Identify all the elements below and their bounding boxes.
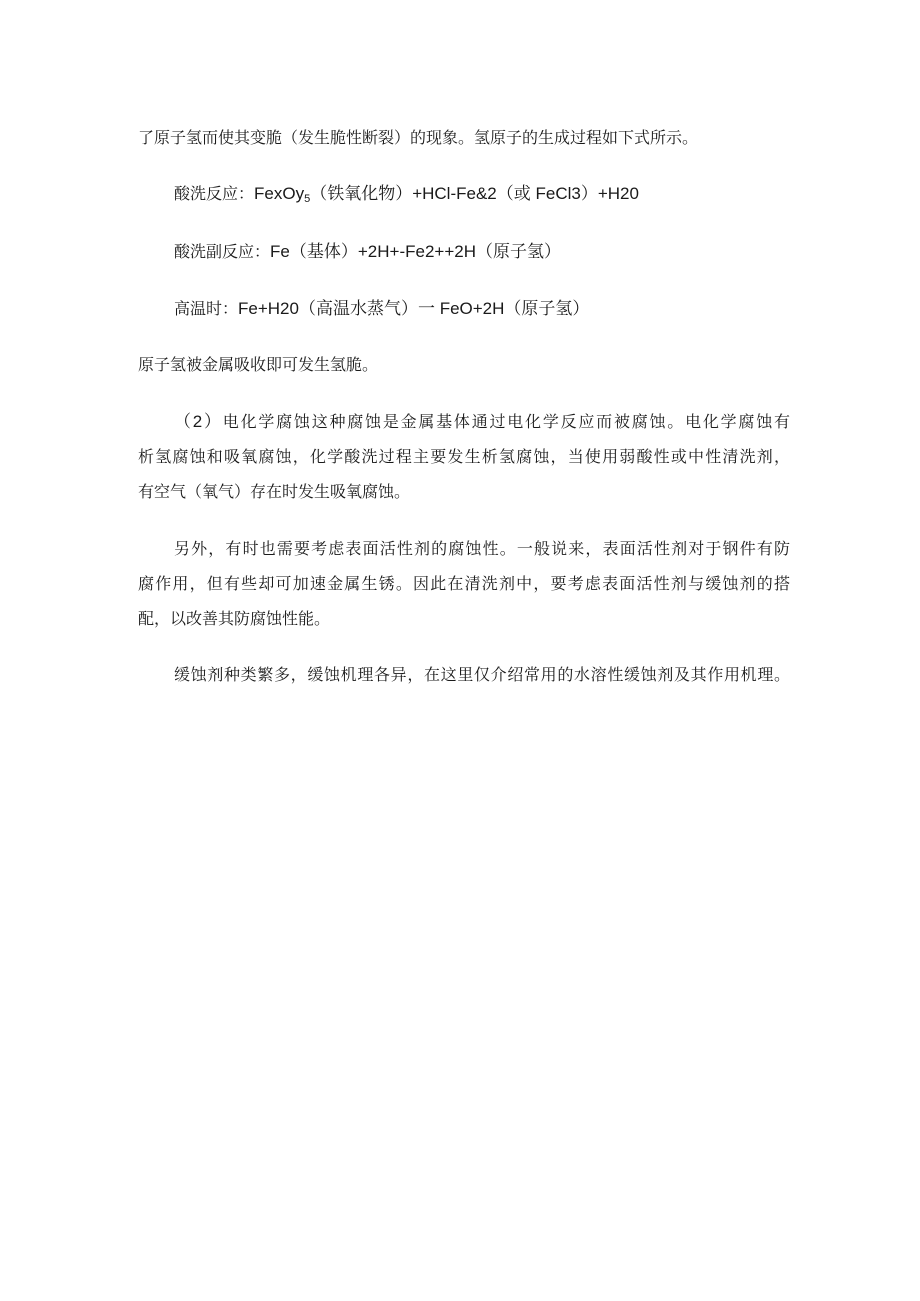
paragraph-4-line-1 — [174, 664, 790, 686]
text-segment: 电化学腐蚀这种腐蚀是金属基体通过电化学反应而被腐蚀。电化学腐蚀有 — [222, 412, 790, 431]
text-segment: 析氢腐蚀和吸氧腐蚀，化学酸洗过程主要发生析氢腐蚀，当使用弱酸性或中性清洗剂， — [138, 447, 790, 466]
paragraph-2-line-3 — [138, 481, 798, 503]
paragraph-3-line-3 — [138, 608, 798, 630]
text-segment: 了原子氢而使其变脆（发生脆性断裂）的现象。氢原子的生成过程如下式所示。 — [138, 128, 699, 147]
text-segment: 另外，有时也需要考虑表面活性剂的腐蚀性。一般说来，表面活性剂对于钢件有防 — [174, 539, 790, 558]
equation-pickling-reaction — [174, 183, 834, 210]
paragraph-2-line-2 — [138, 446, 790, 468]
paragraph-2-line-1 — [174, 411, 790, 433]
text-segment: 缓蚀剂种类繁多，缓蚀机理各异，在这里仅介绍常用的水溶性缓蚀剂及其作用机理。 — [174, 665, 790, 684]
text-segment: 原子氢被金属吸收即可发生氢脆。 — [138, 355, 379, 374]
paragraph-3-line-2 — [138, 573, 790, 595]
equation-formula: FexOy — [254, 184, 305, 203]
equation-label: 高温时： — [174, 299, 239, 318]
equation-high-temperature — [174, 298, 834, 320]
equation-pickling-side-reaction — [174, 241, 834, 263]
paragraph-3-line-1 — [174, 538, 790, 560]
equation-body: Fe+H20（高温水蒸气）一 FeO+2H（原子氢） — [238, 299, 590, 318]
paragraph-number: （2） — [174, 412, 223, 431]
equation-body: Fe（基体）+2H+-Fe2++2H（原子氢） — [270, 242, 561, 261]
text-line-hydrogen-intro — [138, 127, 798, 149]
equation-label: 酸洗反应： — [174, 184, 255, 203]
text-segment: 有空气（氧气）存在时发生吸氧腐蚀。 — [138, 482, 411, 501]
equation-label: 酸洗副反应： — [174, 242, 271, 261]
text-segment: 配，以改善其防腐蚀性能。 — [138, 609, 331, 628]
text-segment: 腐作用，但有些却可加速金属生锈。因此在清洗剂中，要考虑表面活性剂与缓蚀剂的搭 — [138, 574, 790, 593]
equation-subscript: 5 — [304, 193, 311, 205]
equation-rest: （铁氧化物）+HCl-Fe&2（或 FeCl3）+H20 — [310, 184, 639, 203]
text-line-hydrogen-embrittlement — [138, 354, 798, 376]
